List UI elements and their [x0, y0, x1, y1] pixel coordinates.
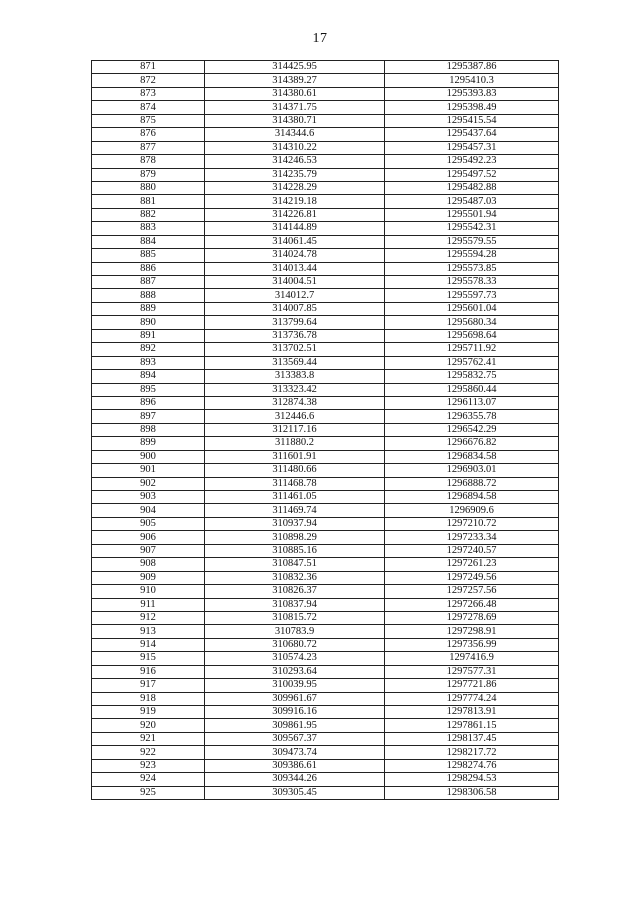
x-coordinate-cell: 314228.29: [205, 181, 385, 194]
y-coordinate-cell: 1296834.58: [385, 450, 559, 463]
x-coordinate-cell: 309344.26: [205, 773, 385, 786]
point-number-cell: 894: [92, 370, 205, 383]
point-number-cell: 888: [92, 289, 205, 302]
table-row: [92, 249, 559, 262]
x-coordinate-cell: 313323.42: [205, 383, 385, 396]
x-coordinate-cell: 314425.95: [205, 61, 385, 74]
x-coordinate-cell: 310837.94: [205, 598, 385, 611]
table-row: [92, 168, 559, 181]
point-number-cell: 884: [92, 235, 205, 248]
table-row: [92, 289, 559, 302]
point-number-cell: 911: [92, 598, 205, 611]
point-number-cell: 872: [92, 74, 205, 87]
x-coordinate-cell: 314024.78: [205, 249, 385, 262]
y-coordinate-cell: 1296888.72: [385, 477, 559, 490]
y-coordinate-cell: 1295437.64: [385, 128, 559, 141]
x-coordinate-cell: 314235.79: [205, 168, 385, 181]
y-coordinate-cell: 1297298.91: [385, 625, 559, 638]
x-coordinate-cell: 313569.44: [205, 356, 385, 369]
y-coordinate-cell: 1296909.6: [385, 504, 559, 517]
y-coordinate-cell: 1295762.41: [385, 356, 559, 369]
y-coordinate-cell: 1297257.56: [385, 585, 559, 598]
x-coordinate-cell: 313736.78: [205, 329, 385, 342]
x-coordinate-cell: 314007.85: [205, 302, 385, 315]
point-number-cell: 914: [92, 638, 205, 651]
y-coordinate-cell: 1297278.69: [385, 611, 559, 624]
x-coordinate-cell: 313383.8: [205, 370, 385, 383]
point-number-cell: 905: [92, 517, 205, 530]
table-row: [92, 370, 559, 383]
x-coordinate-cell: 310680.72: [205, 638, 385, 651]
point-number-cell: 883: [92, 222, 205, 235]
x-coordinate-cell: 310847.51: [205, 558, 385, 571]
y-coordinate-cell: 1296355.78: [385, 410, 559, 423]
point-number-cell: 918: [92, 692, 205, 705]
y-coordinate-cell: 1298294.53: [385, 773, 559, 786]
x-coordinate-cell: 311461.05: [205, 491, 385, 504]
table-row: [92, 410, 559, 423]
point-number-cell: 904: [92, 504, 205, 517]
x-coordinate-cell: 314226.81: [205, 208, 385, 221]
table-row: [92, 235, 559, 248]
x-coordinate-cell: 312117.16: [205, 423, 385, 436]
x-coordinate-cell: 311469.74: [205, 504, 385, 517]
x-coordinate-cell: 314144.89: [205, 222, 385, 235]
x-coordinate-cell: 310885.16: [205, 544, 385, 557]
y-coordinate-cell: 1295860.44: [385, 383, 559, 396]
point-number-cell: 920: [92, 719, 205, 732]
point-number-cell: 891: [92, 329, 205, 342]
table-row: [92, 329, 559, 342]
table-row: [92, 302, 559, 315]
y-coordinate-cell: 1295578.33: [385, 276, 559, 289]
table-row: [92, 598, 559, 611]
point-number-cell: 902: [92, 477, 205, 490]
point-number-cell: 874: [92, 101, 205, 114]
x-coordinate-cell: 309386.61: [205, 759, 385, 772]
y-coordinate-cell: 1296542.29: [385, 423, 559, 436]
point-number-cell: 912: [92, 611, 205, 624]
point-number-cell: 903: [92, 491, 205, 504]
table-row: [92, 719, 559, 732]
y-coordinate-cell: 1297210.72: [385, 517, 559, 530]
point-number-cell: 919: [92, 706, 205, 719]
point-number-cell: 889: [92, 302, 205, 315]
table-row: [92, 114, 559, 127]
x-coordinate-cell: 312874.38: [205, 396, 385, 409]
x-coordinate-cell: 314389.27: [205, 74, 385, 87]
table-row: [92, 208, 559, 221]
y-coordinate-cell: 1297861.15: [385, 719, 559, 732]
table-row: [92, 491, 559, 504]
table-row: [92, 450, 559, 463]
table-row: [92, 155, 559, 168]
y-coordinate-cell: 1297356.99: [385, 638, 559, 651]
x-coordinate-cell: 313702.51: [205, 343, 385, 356]
x-coordinate-cell: 310783.9: [205, 625, 385, 638]
point-number-cell: 925: [92, 786, 205, 799]
point-number-cell: 909: [92, 571, 205, 584]
y-coordinate-cell: 1295398.49: [385, 101, 559, 114]
x-coordinate-cell: 312446.6: [205, 410, 385, 423]
table-row: [92, 732, 559, 745]
table-row: [92, 706, 559, 719]
point-number-cell: 913: [92, 625, 205, 638]
y-coordinate-cell: 1297240.57: [385, 544, 559, 557]
y-coordinate-cell: 1295393.83: [385, 87, 559, 100]
point-number-cell: 908: [92, 558, 205, 571]
point-number-cell: 879: [92, 168, 205, 181]
point-number-cell: 871: [92, 61, 205, 74]
x-coordinate-cell: 311880.2: [205, 437, 385, 450]
x-coordinate-cell: 310293.64: [205, 665, 385, 678]
y-coordinate-cell: 1297266.48: [385, 598, 559, 611]
table-row: [92, 74, 559, 87]
x-coordinate-cell: 310039.95: [205, 679, 385, 692]
x-coordinate-cell: 309473.74: [205, 746, 385, 759]
y-coordinate-cell: 1295573.85: [385, 262, 559, 275]
y-coordinate-cell: 1295601.04: [385, 302, 559, 315]
table-row: [92, 356, 559, 369]
point-number-cell: 878: [92, 155, 205, 168]
table-row: [92, 652, 559, 665]
y-coordinate-cell: 1295579.55: [385, 235, 559, 248]
x-coordinate-cell: 310815.72: [205, 611, 385, 624]
x-coordinate-cell: 309961.67: [205, 692, 385, 705]
x-coordinate-cell: 314004.51: [205, 276, 385, 289]
point-number-cell: 882: [92, 208, 205, 221]
table-row: [92, 746, 559, 759]
point-number-cell: 923: [92, 759, 205, 772]
table-row: [92, 343, 559, 356]
table-row: [92, 316, 559, 329]
y-coordinate-cell: 1297721.86: [385, 679, 559, 692]
x-coordinate-cell: 314219.18: [205, 195, 385, 208]
point-number-cell: 880: [92, 181, 205, 194]
x-coordinate-cell: 309916.16: [205, 706, 385, 719]
point-number-cell: 922: [92, 746, 205, 759]
y-coordinate-cell: 1296113.07: [385, 396, 559, 409]
x-coordinate-cell: 314310.22: [205, 141, 385, 154]
point-number-cell: 890: [92, 316, 205, 329]
table-row: [92, 61, 559, 74]
table-row: [92, 477, 559, 490]
table-row: [92, 786, 559, 799]
x-coordinate-cell: 309305.45: [205, 786, 385, 799]
x-coordinate-cell: 310832.36: [205, 571, 385, 584]
y-coordinate-cell: 1295594.28: [385, 249, 559, 262]
point-number-cell: 910: [92, 585, 205, 598]
y-coordinate-cell: 1295597.73: [385, 289, 559, 302]
table-row: [92, 262, 559, 275]
point-number-cell: 915: [92, 652, 205, 665]
y-coordinate-cell: 1297233.34: [385, 531, 559, 544]
y-coordinate-cell: 1298274.76: [385, 759, 559, 772]
point-number-cell: 885: [92, 249, 205, 262]
table-row: [92, 222, 559, 235]
x-coordinate-cell: 314371.75: [205, 101, 385, 114]
x-coordinate-cell: 314380.71: [205, 114, 385, 127]
y-coordinate-cell: 1295415.54: [385, 114, 559, 127]
point-number-cell: 921: [92, 732, 205, 745]
point-number-cell: 907: [92, 544, 205, 557]
point-number-cell: 906: [92, 531, 205, 544]
x-coordinate-cell: 314380.61: [205, 87, 385, 100]
table-row: [92, 571, 559, 584]
table-row: [92, 504, 559, 517]
y-coordinate-cell: 1298137.45: [385, 732, 559, 745]
coordinates-table: [91, 60, 559, 800]
point-number-cell: 916: [92, 665, 205, 678]
table-row: [92, 101, 559, 114]
x-coordinate-cell: 309861.95: [205, 719, 385, 732]
table-row: [92, 638, 559, 651]
table-row: [92, 141, 559, 154]
point-number-cell: 881: [92, 195, 205, 208]
point-number-cell: 898: [92, 423, 205, 436]
point-number-cell: 896: [92, 396, 205, 409]
y-coordinate-cell: 1297249.56: [385, 571, 559, 584]
x-coordinate-cell: 310937.94: [205, 517, 385, 530]
point-number-cell: 875: [92, 114, 205, 127]
table-row: [92, 531, 559, 544]
y-coordinate-cell: 1295698.64: [385, 329, 559, 342]
y-coordinate-cell: 1297261.23: [385, 558, 559, 571]
table-row: [92, 195, 559, 208]
point-number-cell: 876: [92, 128, 205, 141]
table-row: [92, 585, 559, 598]
point-number-cell: 873: [92, 87, 205, 100]
table-row: [92, 423, 559, 436]
x-coordinate-cell: 314061.45: [205, 235, 385, 248]
y-coordinate-cell: 1295487.03: [385, 195, 559, 208]
y-coordinate-cell: 1298306.58: [385, 786, 559, 799]
point-number-cell: 924: [92, 773, 205, 786]
y-coordinate-cell: 1297774.24: [385, 692, 559, 705]
y-coordinate-cell: 1296676.82: [385, 437, 559, 450]
x-coordinate-cell: 311480.66: [205, 464, 385, 477]
point-number-cell: 892: [92, 343, 205, 356]
x-coordinate-cell: 314012.7: [205, 289, 385, 302]
x-coordinate-cell: 314344.6: [205, 128, 385, 141]
y-coordinate-cell: 1295542.31: [385, 222, 559, 235]
table-row: [92, 611, 559, 624]
table-row: [92, 773, 559, 786]
y-coordinate-cell: 1295387.86: [385, 61, 559, 74]
table-row: [92, 396, 559, 409]
x-coordinate-cell: 311601.91: [205, 450, 385, 463]
point-number-cell: 877: [92, 141, 205, 154]
y-coordinate-cell: 1296894.58: [385, 491, 559, 504]
table-row: [92, 544, 559, 557]
y-coordinate-cell: 1297577.31: [385, 665, 559, 678]
point-number-cell: 886: [92, 262, 205, 275]
y-coordinate-cell: 1297813.91: [385, 706, 559, 719]
y-coordinate-cell: 1295680.34: [385, 316, 559, 329]
table-row: [92, 759, 559, 772]
x-coordinate-cell: 314013.44: [205, 262, 385, 275]
table-row: [92, 679, 559, 692]
point-number-cell: 901: [92, 464, 205, 477]
table-row: [92, 181, 559, 194]
y-coordinate-cell: 1296903.01: [385, 464, 559, 477]
point-number-cell: 897: [92, 410, 205, 423]
x-coordinate-cell: 310826.37: [205, 585, 385, 598]
table-row: [92, 464, 559, 477]
y-coordinate-cell: 1295482.88: [385, 181, 559, 194]
table-row: [92, 276, 559, 289]
point-number-cell: 899: [92, 437, 205, 450]
point-number-cell: 895: [92, 383, 205, 396]
point-number-cell: 917: [92, 679, 205, 692]
y-coordinate-cell: 1298217.72: [385, 746, 559, 759]
point-number-cell: 887: [92, 276, 205, 289]
x-coordinate-cell: 309567.37: [205, 732, 385, 745]
y-coordinate-cell: 1295711.92: [385, 343, 559, 356]
x-coordinate-cell: 310898.29: [205, 531, 385, 544]
point-number-cell: 893: [92, 356, 205, 369]
y-coordinate-cell: 1295497.52: [385, 168, 559, 181]
x-coordinate-cell: 313799.64: [205, 316, 385, 329]
y-coordinate-cell: 1295501.94: [385, 208, 559, 221]
y-coordinate-cell: 1295410.3: [385, 74, 559, 87]
table-row: [92, 437, 559, 450]
table-row: [92, 87, 559, 100]
y-coordinate-cell: 1295492.23: [385, 155, 559, 168]
table-row: [92, 558, 559, 571]
table-row: [92, 517, 559, 530]
y-coordinate-cell: 1295832.75: [385, 370, 559, 383]
x-coordinate-cell: 310574.23: [205, 652, 385, 665]
y-coordinate-cell: 1295457.31: [385, 141, 559, 154]
table-row: [92, 383, 559, 396]
table-row: [92, 665, 559, 678]
table-row: [92, 692, 559, 705]
point-number-cell: 900: [92, 450, 205, 463]
page-number: 17: [312, 31, 328, 46]
table-row: [92, 128, 559, 141]
x-coordinate-cell: 311468.78: [205, 477, 385, 490]
table-row: [92, 625, 559, 638]
coordinates-table-body: [92, 61, 559, 800]
y-coordinate-cell: 1297416.9: [385, 652, 559, 665]
x-coordinate-cell: 314246.53: [205, 155, 385, 168]
